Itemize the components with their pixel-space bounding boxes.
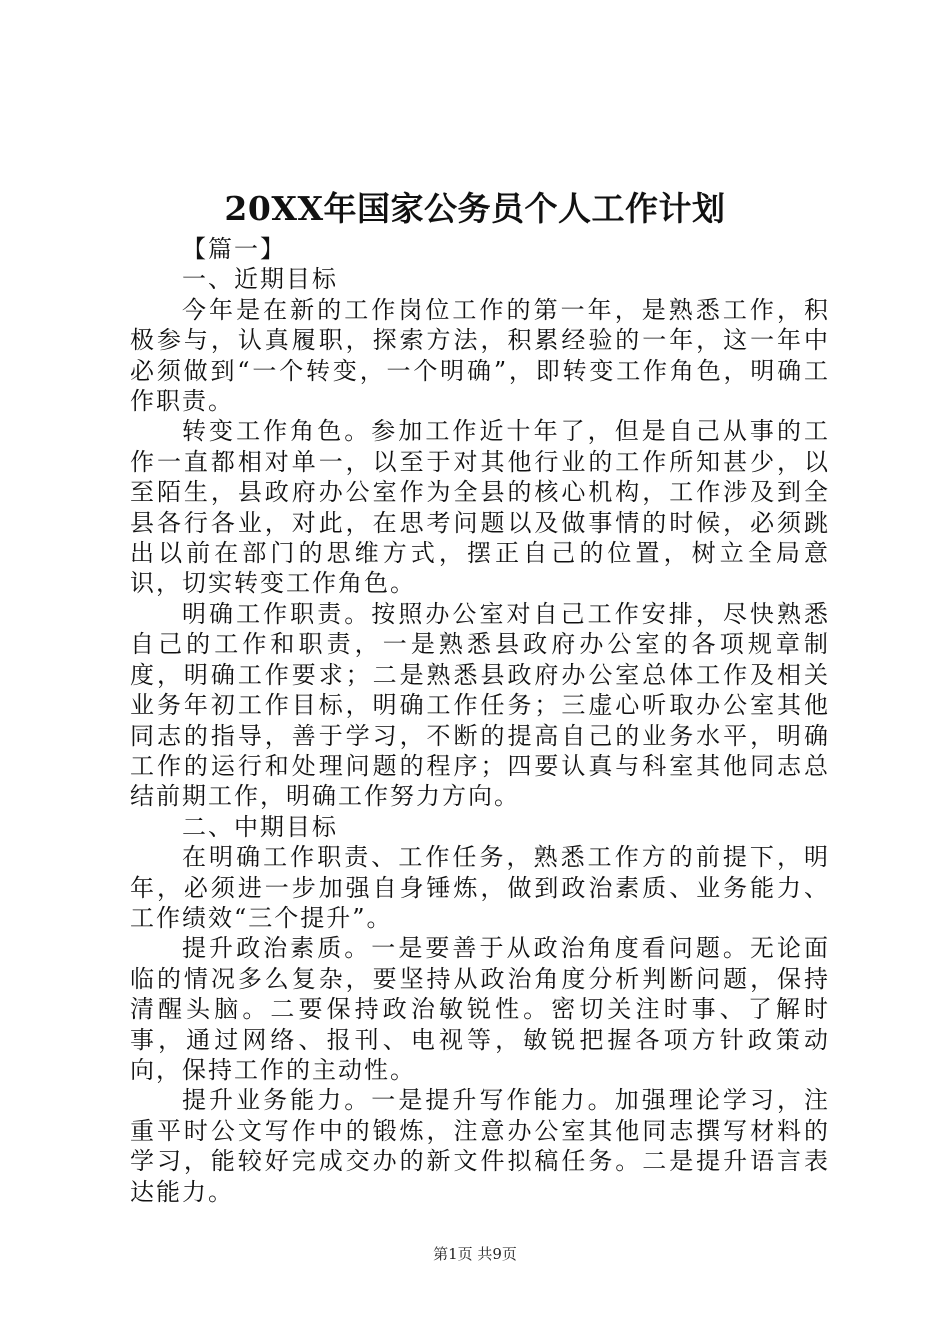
paragraph: 在明确工作职责、工作任务，熟悉工作方的前提下，明年，必须进一步加强自身锤炼，做到政治素质、业务能力、工作绩效“三个提升”。 (130, 843, 830, 932)
document-body (130, 234, 830, 1207)
document-title: 20XX年国家公务员个人工作计划 (224, 189, 726, 228)
section-label: 【篇一】 (182, 235, 286, 263)
paragraph: 明确工作职责。按照办公室对自己工作安排，尽快熟悉自己的工作和职责，一是熟悉县政府办公室的各项规章制度，明确工作要求；二是熟悉县政府办公室总体工作及相关业务年初工作目标，明确工作任务；三虚心听取办公室其他同志的指导，善于学习，不断的提高自己的业务水平，明确工作的运行和处理问题的程序；四要认真与科室其他同志总结前期工作，明确工作努力方向。 (130, 599, 830, 811)
paragraph: 今年是在新的工作岗位工作的第一年，是熟悉工作，积极参与，认真履职，探索方法，积累经验的一年，这一年中必须做到“一个转变，一个明确”，即转变工作角色，明确工作职责。 (130, 295, 830, 416)
page-number-footer: 第1页 共9页 (433, 1245, 517, 1263)
paragraph: 提升业务能力。一是提升写作能力。加强理论学习，注重平时公文写作中的锻炼，注意办公室其他同志撰写材料的学习，能较好完成交办的新文件拟稿任务。二是提升语言表达能力。 (130, 1086, 830, 1206)
heading-mid-term-goals: 二、中期目标 (182, 812, 338, 841)
paragraph: 转变工作角色。参加工作近十年了，但是自己从事的工作一直都相对单一，以至于对其他行业的工作所知甚少，以至陌生，县政府办公室作为全县的核心机构，工作涉及到全县各行各业，对此，在思考问题以及做事情的时候，必须跳出以前在部门的思维方式，摆正自己的位置，树立全局意识，切实转变工作角色。 (130, 417, 830, 598)
heading-near-term-goals: 一、近期目标 (182, 265, 338, 294)
paragraph: 提升政治素质。一是要善于从政治角度看问题。无论面临的情况多么复杂，要坚持从政治角度分析判断问题，保持清醒头脑。二要保持政治敏锐性。密切关注时事、了解时事，通过网络、报刊、电视等，敏锐把握各项方针政策动向，保持工作的主动性。 (130, 934, 830, 1084)
